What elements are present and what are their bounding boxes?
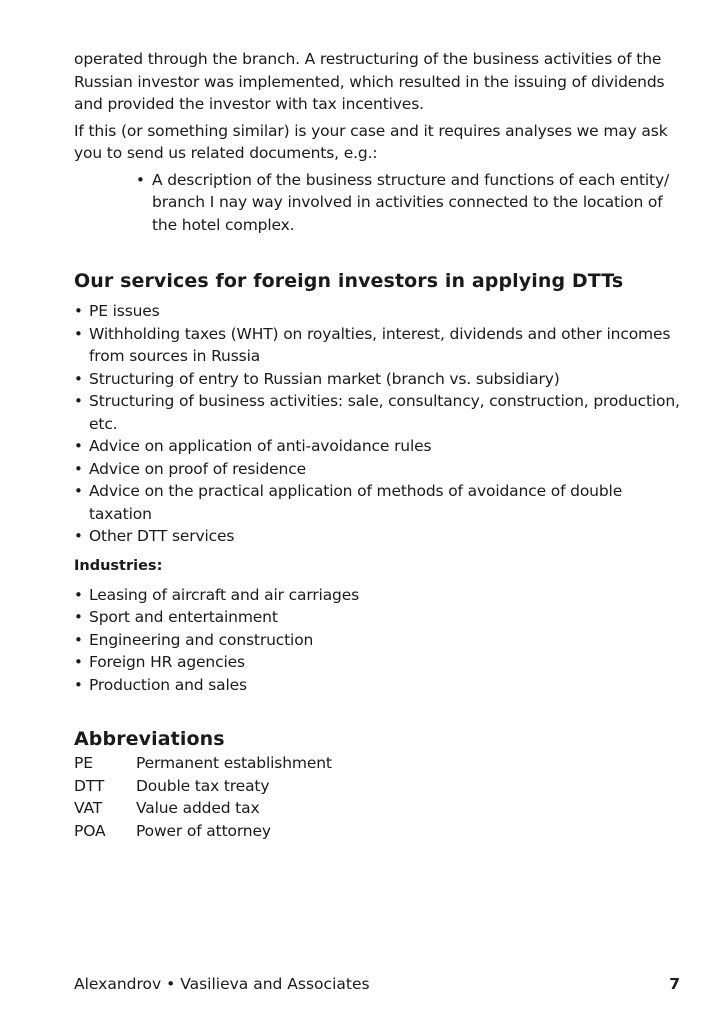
documents-list	[74, 169, 684, 237]
abbreviations-heading: Abbreviations	[74, 728, 225, 750]
abbreviation-row	[74, 797, 684, 820]
list-item-text: Structuring of business activities: sale, consultancy, construction, production, etc.	[89, 392, 680, 433]
bullet-icon: •	[74, 302, 83, 320]
bullet-icon: •	[74, 324, 83, 343]
bullet-icon: •	[74, 527, 83, 545]
list-item-text: Withholding taxes (WHT) on royalties, interest, dividends and other incomes from sources in Russia	[89, 324, 671, 365]
list-item	[136, 169, 684, 237]
list-item-text: Leasing of aircraft and air carriages	[89, 585, 360, 604]
bullet-icon: •	[74, 369, 83, 388]
list-item-text: Foreign HR agencies	[89, 653, 245, 671]
abbreviation-row	[74, 820, 684, 843]
list-item	[74, 480, 684, 525]
bullet-icon: •	[74, 437, 83, 455]
list-item	[74, 368, 684, 391]
list-item-text: Advice on the practical application of methods of avoidance of double taxation	[89, 482, 623, 523]
list-item-text: PE issues	[89, 302, 160, 320]
page-footer	[74, 973, 680, 995]
list-item-text: Engineering and construction	[89, 630, 314, 649]
list-item	[74, 629, 684, 652]
abbreviation-row	[74, 752, 684, 775]
abbreviation-code: PE	[74, 754, 93, 772]
list-item-text: Other DTT services	[89, 527, 235, 545]
list-item	[74, 390, 684, 435]
abbreviations-list	[74, 752, 684, 842]
industries-list	[74, 584, 684, 697]
intro-paragraph-1: operated through the branch. A restructuring of the business activities of the Russian investor was implemented, which resulted in the issuing of dividends and provided the investor with tax incentives.	[74, 50, 665, 113]
list-item	[74, 584, 684, 607]
bullet-icon: •	[74, 675, 83, 694]
bullet-icon: •	[74, 482, 83, 500]
list-item-text: Advice on proof of residence	[89, 459, 306, 478]
intro-paragraph-2: If this (or something similar) is your case and it requires analyses we may ask you to send us related documents, e.g.:	[74, 121, 668, 162]
list-item-text: Production and sales	[89, 675, 247, 694]
bullet-icon: •	[74, 630, 83, 649]
list-item	[74, 651, 684, 674]
list-item	[74, 323, 684, 368]
list-item	[74, 525, 684, 548]
abbreviation-row	[74, 775, 684, 798]
list-item	[74, 674, 684, 697]
page-number: 7	[669, 975, 680, 993]
bullet-icon: •	[74, 392, 83, 410]
list-item-text: A description of the business structure and functions of each entity/ branch I nay way involved in activities connected to the location of the hotel complex.	[152, 170, 670, 234]
abbreviation-meaning: Double tax treaty	[136, 776, 270, 795]
abbreviation-meaning: Permanent establishment	[136, 754, 332, 772]
abbreviation-code: POA	[74, 821, 106, 840]
document-page	[74, 48, 684, 842]
services-heading: Our services for foreign investors in applying DTTs	[74, 270, 624, 292]
services-list	[74, 300, 684, 548]
bullet-icon: •	[136, 170, 145, 189]
abbreviation-code: VAT	[74, 799, 103, 817]
list-item-text: Advice on application of anti-avoidance rules	[89, 437, 432, 455]
footer-firm-name: Alexandrov • Vasilieva and Associates	[74, 975, 370, 993]
abbreviation-code: DTT	[74, 776, 105, 795]
bullet-icon: •	[74, 608, 83, 626]
list-item	[74, 300, 684, 323]
bullet-icon: •	[74, 585, 83, 604]
abbreviation-meaning: Power of attorney	[136, 821, 271, 840]
abbreviation-meaning: Value added tax	[136, 799, 260, 817]
industries-heading: Industries:	[74, 557, 163, 574]
list-item	[74, 458, 684, 481]
list-item-text: Structuring of entry to Russian market (branch vs. subsidiary)	[89, 369, 560, 388]
list-item	[74, 606, 684, 629]
bullet-icon: •	[74, 653, 83, 671]
list-item	[74, 435, 684, 458]
bullet-icon: •	[74, 459, 83, 478]
list-item-text: Sport and entertainment	[89, 608, 278, 626]
